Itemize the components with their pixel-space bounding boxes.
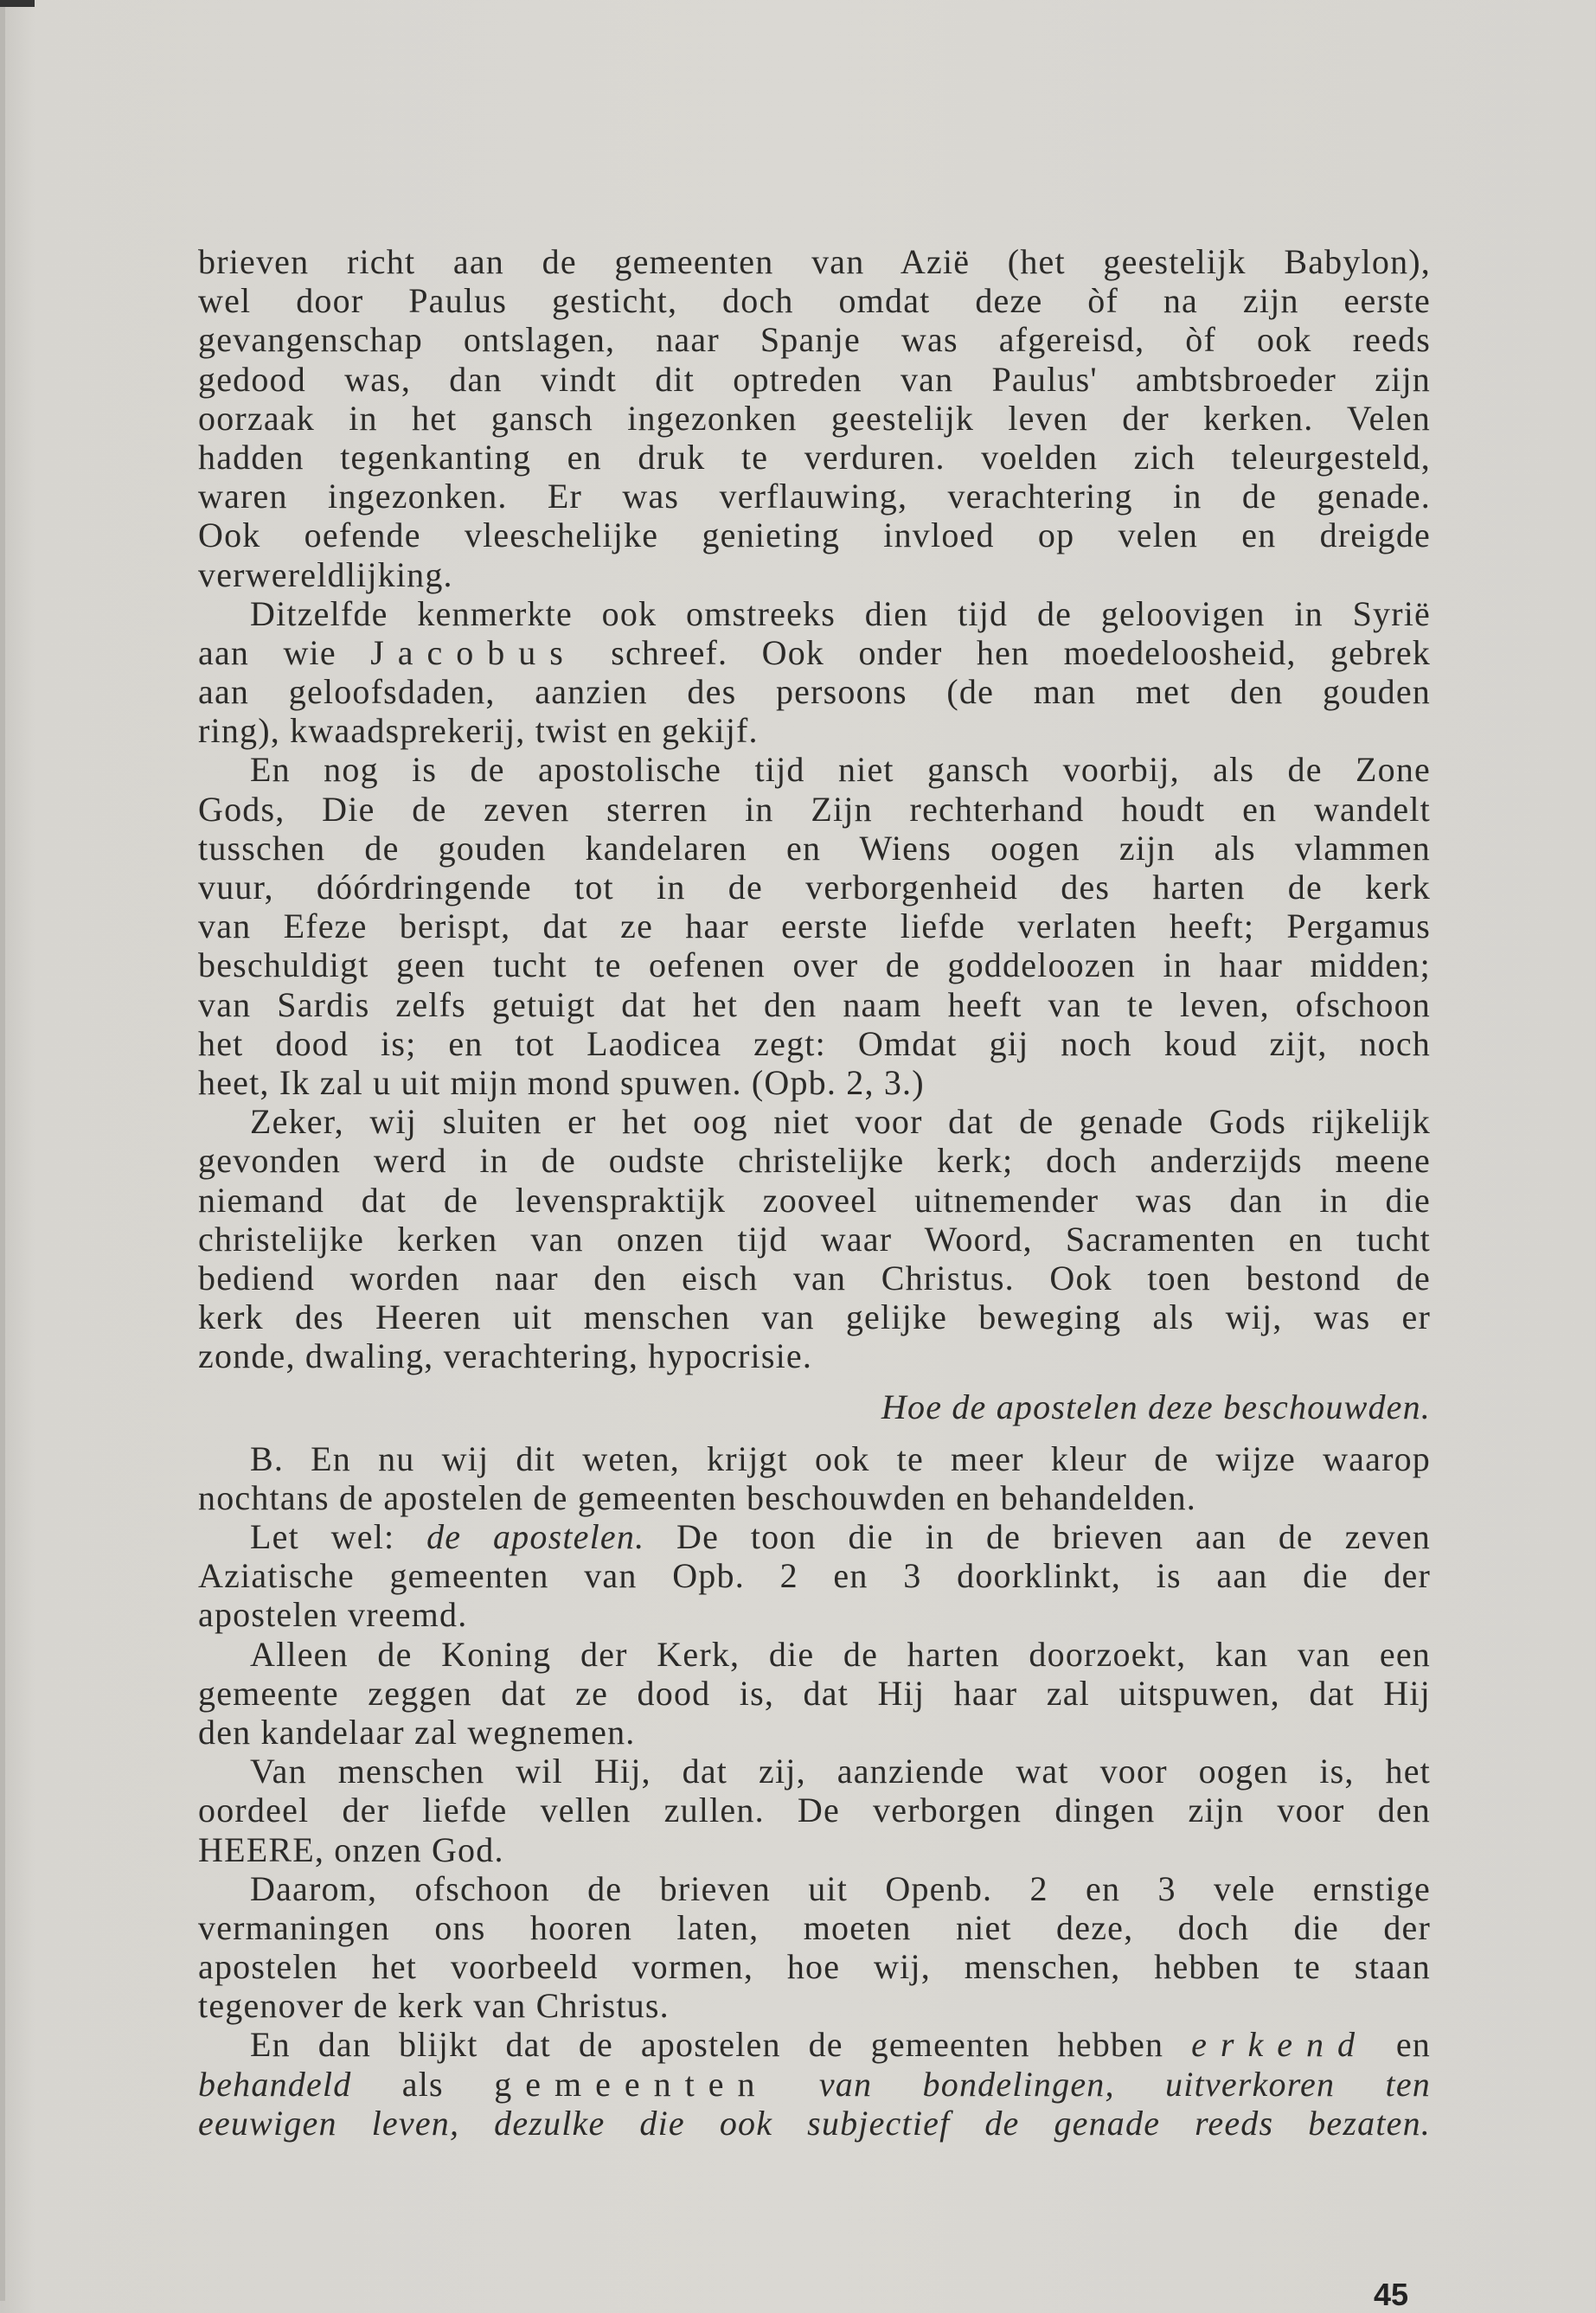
text-segment: het dood is; en tot Laodicea zegt: Omdat gij noch koud zijt, noch <box>198 1023 1431 1063</box>
scan-corner-mark <box>0 0 35 7</box>
text-segment: De toon die in de brieven aan de zeven <box>644 1517 1431 1556</box>
text-line <box>198 1220 1431 1259</box>
text-segment: oordeel der liefde vellen zullen. De verborgen dingen zijn voor den <box>198 1791 1431 1830</box>
text-line <box>198 1141 1431 1180</box>
text-line <box>198 907 1431 945</box>
body-text <box>198 242 1431 2143</box>
text-segment: brieven richt aan de gemeenten van Azië (het geestelijk Babylon), <box>198 242 1431 281</box>
text-segment: Zeker, wij sluiten er het oog niet voor dat de genade Gods rijkelijk <box>250 1102 1431 1142</box>
text-line <box>198 1869 1431 1908</box>
text-line <box>198 829 1431 868</box>
text-line <box>198 516 1431 554</box>
text-segment: HEERE, onzen God. <box>198 1829 504 1869</box>
text-segment: hadden tegenkanting en druk te verduren. voelden zich teleurgesteld, <box>198 437 1431 477</box>
text-line <box>198 242 1431 281</box>
text-line <box>198 1830 1431 1869</box>
text-segment: Aziatische gemeenten van Opb. 2 en 3 doorklinkt, is aan die der <box>198 1556 1431 1596</box>
text-segment: schreef. Ook onder hen moedeloosheid, gebrek <box>576 632 1431 672</box>
text-segment <box>768 2065 818 2104</box>
text-segment: apostelen het voorbeeld vormen, hoe wij, menschen, hebben te staan <box>198 1947 1431 1987</box>
text-line <box>198 1635 1431 1674</box>
text-segment: kerk des Heeren uit menschen van gelijke beweging als wij, was er <box>198 1297 1431 1337</box>
text-line <box>198 1102 1431 1141</box>
text-line <box>198 1336 1431 1375</box>
text-line <box>198 790 1431 829</box>
italic-text: van bondelingen, uitverkoren ten <box>818 2064 1431 2104</box>
text-line <box>198 1517 1431 1556</box>
text-segment: aan geloofsdaden, aanzien des persoons (de man met den gouden <box>198 672 1431 712</box>
text-line <box>198 594 1431 633</box>
text-line <box>198 1439 1431 1478</box>
text-block-after-heading <box>198 1439 1431 2143</box>
text-segment: gemeente zeggen dat ze dood is, dat Hij haar zal uitspuwen, dat Hij <box>198 1673 1431 1713</box>
text-segment: En dan blijkt dat de apostelen de gemeenten hebben <box>250 2025 1192 2065</box>
text-segment: gevangenschap ontslagen, naar Spanje was afgereisd, òf ook reeds <box>198 320 1431 360</box>
text-segment: Let wel: <box>250 1517 427 1556</box>
text-segment: En nog is de apostolische tijd niet gansch voorbij, als de Zone <box>250 750 1431 790</box>
text-line <box>198 2025 1431 2064</box>
text-line <box>198 1478 1431 1517</box>
text-segment: aan wie <box>198 632 371 672</box>
text-line <box>198 1947 1431 1986</box>
text-line <box>198 1752 1431 1791</box>
text-line <box>198 1556 1431 1595</box>
text-segment: vuur, dóórdringende tot in de verborgenheid des harten de kerk <box>198 868 1431 907</box>
text-segment: verwereldlijking. <box>198 554 453 594</box>
text-line <box>198 320 1431 359</box>
text-line <box>198 477 1431 516</box>
text-line <box>198 281 1431 320</box>
text-line <box>198 1297 1431 1336</box>
text-segment: beschuldigt geen tucht te oefenen over de goddeloozen in haar midden; <box>198 945 1431 985</box>
text-segment: heet, Ik zal u uit mijn mond spuwen. (Opb. 2, 3.) <box>198 1062 925 1102</box>
text-segment: tusschen de gouden kandelaren en Wiens oogen zijn als vlammen <box>198 828 1431 868</box>
text-line <box>198 633 1431 672</box>
text-line <box>198 1181 1431 1220</box>
text-line <box>198 399 1431 438</box>
text-line <box>198 1791 1431 1829</box>
text-segment: Van menschen wil Hij, dat zij, aanziende wat voor oogen is, het <box>250 1752 1431 1791</box>
text-line <box>198 1674 1431 1713</box>
text-segment: ring), kwaadsprekerij, twist en gekijf. <box>198 711 759 751</box>
italic-text: eeuwigen leven, dezulke die ook subjectief de genade reeds bezaten. <box>198 2103 1431 2143</box>
section-heading: Hoe de apostelen deze beschouwden. <box>881 1387 1431 1427</box>
text-line <box>198 711 1431 750</box>
text-line <box>198 1024 1431 1063</box>
text-segment: niemand dat de levenspraktijk zooveel uitnemender was dan in die <box>198 1180 1431 1220</box>
text-segment: Alleen de Koning der Kerk, die de harten doorzoekt, kan van een <box>250 1634 1431 1674</box>
text-segment: gevonden werd in de oudste christelijke kerk; doch anderzijds meene <box>198 1141 1431 1181</box>
italic-text: de apostelen. <box>426 1517 645 1556</box>
text-segment: zonde, dwaling, verachtering, hypocrisie. <box>198 1336 813 1376</box>
text-line <box>198 2104 1431 2143</box>
text-segment: van Sardis zelfs getuigt dat het den naam heeft van te leven, ofschoon <box>198 984 1431 1024</box>
text-segment: B. En nu wij dit weten, krijgt ook te meer kleur de wijze waarop <box>250 1438 1431 1478</box>
page-edge <box>0 0 5 2301</box>
text-segment: van Efeze berispt, dat ze haar eerste liefde verlaten heeft; Pergamus <box>198 907 1431 946</box>
text-line <box>198 2065 1431 2104</box>
text-segment: vermaningen ons hooren laten, moeten niet deze, doch die der <box>198 1907 1431 1947</box>
page-number: 45 <box>1374 2277 1409 2312</box>
text-line <box>198 750 1431 789</box>
text-line <box>198 672 1431 711</box>
text-line <box>198 945 1431 984</box>
text-segment: en <box>1368 2025 1431 2065</box>
spaced-text: gemeenten <box>494 2064 769 2104</box>
text-line <box>198 438 1431 477</box>
text-segment: oorzaak in het gansch ingezonken geestelijk leven der kerken. Velen <box>198 398 1431 438</box>
text-line <box>198 1063 1431 1102</box>
text-segment: wel door Paulus gesticht, doch omdat deze òf na zijn eerste <box>198 281 1431 321</box>
text-segment: christelijke kerken van onzen tijd waar Woord, Sacramenten en tucht <box>198 1219 1431 1259</box>
text-segment: Daarom, ofschoon de brieven uit Openb. 2 en 3 vele ernstige <box>250 1868 1431 1908</box>
text-segment: Ditzelfde kenmerkte ook omstreeks dien tijd de geloovigen in Syrië <box>250 593 1431 633</box>
text-line <box>198 360 1431 399</box>
text-segment: den kandelaar zal wegnemen. <box>198 1712 636 1752</box>
text-line <box>198 1713 1431 1752</box>
text-segment: apostelen vreemd. <box>198 1595 468 1635</box>
italic-text: erkend <box>1191 2025 1368 2065</box>
spaced-text: Jacobus <box>370 632 577 672</box>
text-segment: tegenover de kerk van Christus. <box>198 1986 670 2026</box>
text-segment: waren ingezonken. Er was verflauwing, verachtering in de genade. <box>198 477 1431 516</box>
italic-text: behandeld <box>198 2064 352 2104</box>
text-line <box>198 1259 1431 1297</box>
text-line <box>198 555 1431 594</box>
text-segment: Ook oefende vleeschelijke genieting invloed op velen en dreigde <box>198 516 1431 555</box>
text-line <box>198 868 1431 907</box>
text-line <box>198 985 1431 1024</box>
text-segment: gedood was, dan vindt dit optreden van Paulus' ambtsbroeder zijn <box>198 359 1431 399</box>
text-line <box>198 1986 1431 2025</box>
text-segment: als <box>351 2064 495 2104</box>
text-segment: Gods, Die de zeven sterren in Zijn rechterhand houdt en wandelt <box>198 789 1431 829</box>
text-line <box>198 1908 1431 1947</box>
text-line <box>198 1595 1431 1634</box>
text-block-before-heading <box>198 242 1431 1375</box>
text-segment: nochtans de apostelen de gemeenten beschouwden en behandelden. <box>198 1477 1196 1517</box>
text-segment: bediend worden naar den eisch van Christus. Ook toen bestond de <box>198 1258 1431 1297</box>
